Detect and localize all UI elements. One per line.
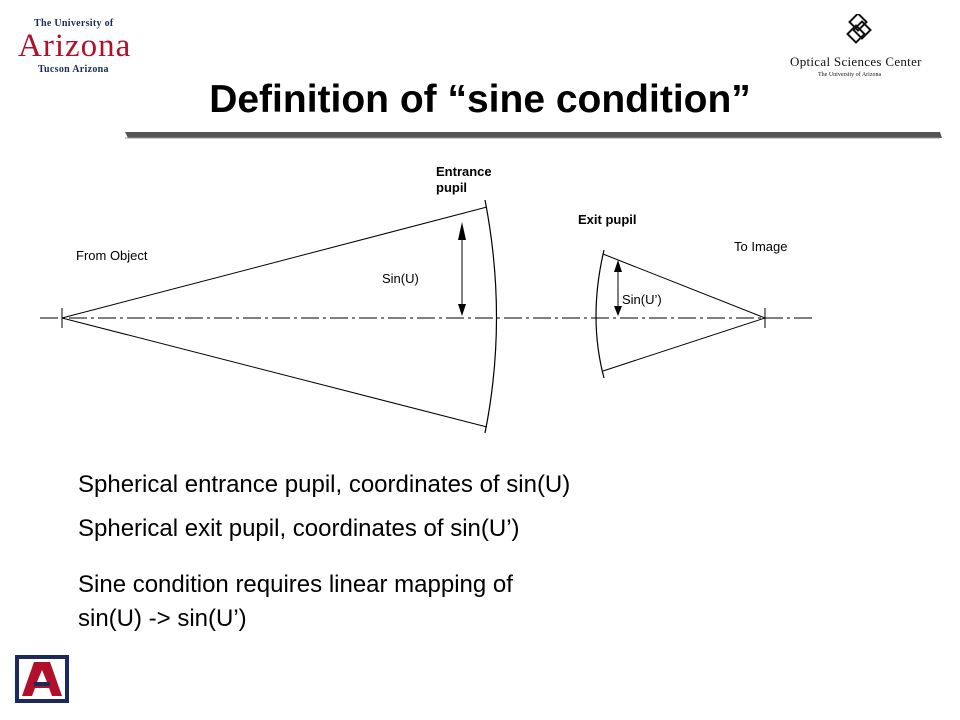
university-of-arizona-logo	[18, 18, 158, 78]
sin-u-prime-label: Sin(U’)	[622, 292, 662, 307]
title-rule	[0, 130, 960, 144]
entrance-pupil-arc	[485, 200, 497, 433]
osc-subtitle: The University of Arizona	[818, 72, 882, 78]
body-line-exit: Spherical exit pupil, coordinates of sin(U’)	[78, 515, 520, 542]
logo-line-university: The University of	[34, 18, 114, 29]
entrance-pupil-label: Entrance	[436, 164, 492, 179]
exit-pupil-arc	[596, 250, 604, 378]
osc-name: Optical Sciences Center	[790, 54, 922, 69]
logo-line-tucson: Tucson Arizona	[38, 64, 109, 75]
logo-line-arizona: Arizona	[18, 28, 132, 64]
body-line-entrance: Spherical entrance pupil, coordinates of sin(U)	[78, 471, 571, 498]
sin-u-label: Sin(U)	[382, 271, 419, 286]
body-line-sine-1: Sine condition requires linear mapping of	[78, 571, 513, 598]
body-line-sine-2: sin(U) -> sin(U’)	[78, 605, 247, 632]
exit-ray-lower	[603, 318, 765, 371]
entrance-pupil-label-2: pupil	[436, 180, 468, 195]
from-object-label: From Object	[76, 248, 148, 263]
page-title: Definition of “sine condition”	[209, 78, 751, 121]
sin-u-prime-arrowhead-top	[614, 260, 622, 272]
sin-u-arrowhead-top	[458, 222, 466, 240]
exit-ray-upper	[603, 254, 765, 318]
optical-sciences-center-logo	[780, 14, 942, 78]
arizona-a-icon	[14, 654, 70, 704]
exit-pupil-label: Exit pupil	[578, 212, 637, 227]
sin-u-arrowhead-bottom	[458, 304, 466, 316]
to-image-label: To Image	[734, 239, 788, 254]
entrance-ray-lower	[62, 318, 487, 427]
sin-u-prime-arrowhead-bottom	[614, 306, 622, 316]
osc-emblem-icon	[842, 14, 878, 50]
sine-condition-diagram	[0, 150, 960, 440]
